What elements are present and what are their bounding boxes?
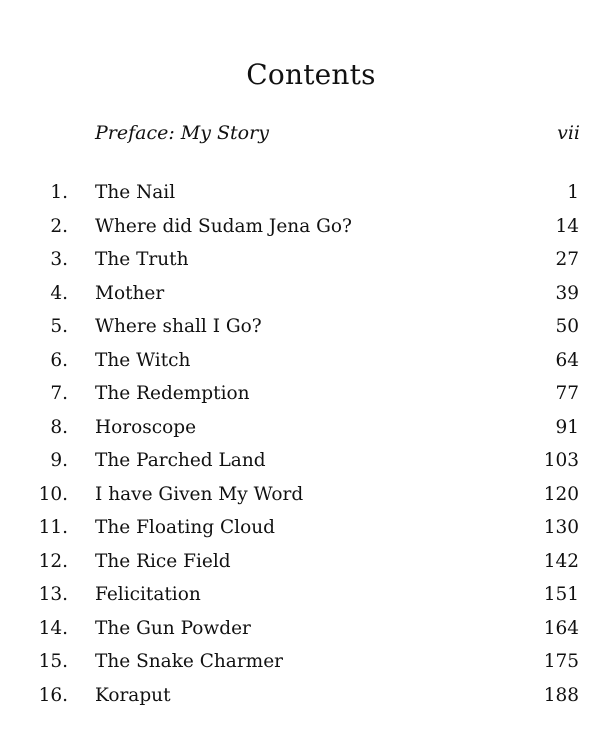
toc-entry	[0, 379, 600, 413]
entry-number: 10.	[38, 483, 68, 505]
entry-number: 4.	[50, 282, 68, 304]
entry-number: 1.	[50, 182, 68, 203]
toc-entry	[0, 178, 600, 212]
toc-entry	[0, 681, 600, 715]
toc-entry	[0, 513, 600, 547]
entry-page-number: 91	[555, 416, 579, 438]
entry-title: The Snake Charmer	[95, 651, 284, 672]
entry-number: 16.	[38, 684, 68, 706]
entry-page-number: 50	[555, 316, 579, 337]
toc-entry	[0, 480, 600, 514]
entry-page-number: 39	[555, 282, 579, 304]
entry-page-number: 77	[555, 383, 579, 404]
entry-page-number: 188	[543, 684, 579, 706]
entry-title: The Redemption	[95, 383, 250, 404]
entry-title: The Rice Field	[95, 550, 231, 572]
entry-title: I have Given My Word	[95, 483, 304, 505]
entry-page-number: 120	[543, 483, 579, 505]
entry-page-number: 14	[555, 215, 579, 237]
toc-entry	[0, 212, 600, 246]
entry-page-number: 142	[543, 550, 579, 572]
entry-title: The Witch	[95, 349, 191, 371]
entry-page-number: 27	[555, 249, 579, 270]
entry-title: The Parched Land	[95, 450, 266, 471]
page-title: Contents	[246, 58, 376, 91]
entry-number: 11.	[38, 517, 68, 538]
entry-number: 3.	[50, 249, 68, 270]
entry-number: 8.	[50, 416, 68, 438]
entry-number: 13.	[38, 584, 68, 605]
entry-title: The Floating Cloud	[95, 517, 275, 538]
preface-page-number: vii	[557, 122, 580, 144]
entry-title: The Truth	[95, 249, 189, 270]
entry-title: Felicitation	[95, 584, 201, 605]
entry-page-number: 64	[555, 349, 579, 371]
entry-number: 6.	[50, 349, 68, 371]
toc-entry	[0, 312, 600, 346]
entry-page-number: 164	[543, 617, 579, 639]
entry-title: Mother	[95, 282, 165, 304]
entry-number: 5.	[50, 316, 68, 337]
toc-entry	[0, 614, 600, 648]
entry-page-number: 175	[543, 651, 579, 672]
toc-entry	[0, 547, 600, 581]
toc-entry	[0, 346, 600, 380]
entry-title: Where shall I Go?	[95, 316, 262, 337]
toc-preface-entry	[95, 122, 580, 152]
entry-title: Horoscope	[95, 416, 197, 438]
entry-number: 7.	[50, 383, 68, 404]
entry-title: Where did Sudam Jena Go?	[95, 215, 352, 237]
entry-number: 2.	[50, 215, 68, 237]
entry-page-number: 1	[567, 182, 579, 203]
toc-entry	[0, 413, 600, 447]
entry-page-number: 151	[543, 584, 579, 605]
toc-entry	[0, 245, 600, 279]
entry-number: 14.	[38, 617, 68, 639]
toc-entry	[0, 279, 600, 313]
entry-page-number: 103	[543, 450, 579, 471]
entry-number: 9.	[50, 450, 68, 471]
toc-entry	[0, 580, 600, 614]
entry-title: The Gun Powder	[95, 617, 251, 639]
toc-entry	[0, 647, 600, 681]
entry-number: 12.	[38, 550, 68, 572]
toc-list	[0, 178, 600, 714]
preface-title: Preface: My Story	[95, 122, 269, 144]
entry-title: The Nail	[95, 182, 176, 203]
entry-number: 15.	[38, 651, 68, 672]
entry-page-number: 130	[543, 517, 579, 538]
entry-title: Koraput	[95, 684, 171, 706]
toc-entry	[0, 446, 600, 480]
